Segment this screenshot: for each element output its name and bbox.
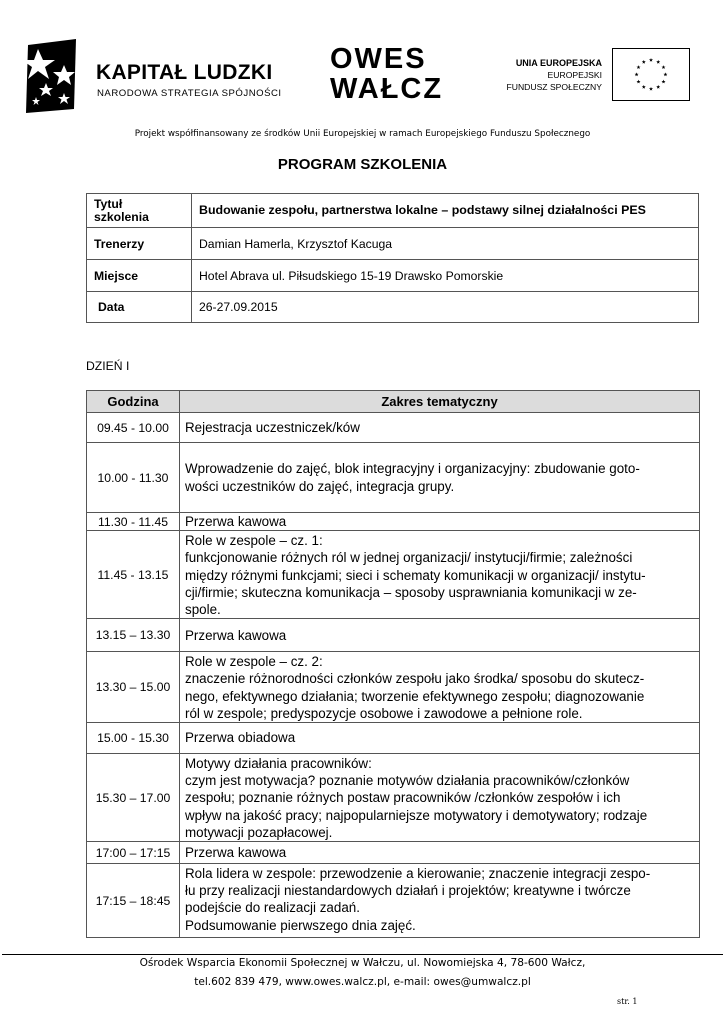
schedule-topic-line: Wprowadzenie do zajęć, blok integracyjny i organizacyjny: zbudowanie goto- — [185, 461, 640, 477]
eu-star-icon — [656, 85, 660, 89]
schedule-topic-line: ról w zespole; predyspozycje osobowe i zawodowe a pełnione role. — [185, 705, 583, 721]
eu-logo-line3: FUNDUSZ SPOŁECZNY — [506, 82, 602, 92]
training-info-table — [86, 193, 699, 323]
page-number: str. 1 — [617, 997, 638, 1006]
schedule-topic-line: czym jest motywacja? poznanie motywów działania pracowników/członków — [185, 773, 630, 789]
schedule-row — [87, 513, 700, 531]
schedule-topic-line: podejście do realizacji zadań. — [185, 900, 360, 916]
footer-divider — [2, 954, 723, 955]
page-title: PROGRAM SZKOLENIA — [277, 156, 448, 173]
info-row-place — [87, 260, 699, 292]
schedule-topic-line: spole. — [185, 602, 221, 618]
info-row-date — [87, 292, 699, 323]
schedule-topic-line: łu przy realizacji niestandardowych działań i projektów; kreatywne i twórcze — [185, 883, 631, 899]
schedule-time: 13.30 – 15.00 — [87, 652, 180, 723]
schedule-topic — [180, 652, 700, 723]
eu-star-icon — [642, 85, 646, 89]
schedule-time: 15.00 - 15.30 — [87, 723, 180, 754]
schedule-topic-line: Motywy działania pracowników: — [185, 756, 372, 772]
schedule-time: 10.00 - 11.30 — [87, 443, 180, 513]
eu-star-icon — [636, 80, 640, 84]
schedule-row — [87, 413, 700, 443]
schedule-topic — [180, 443, 700, 513]
info-label-place: Miejsce — [87, 260, 192, 292]
info-label-title-line1: Tytuł — [94, 196, 123, 211]
eu-star-icon — [636, 65, 640, 69]
schedule-topic-line: Przerwa kawowa — [185, 627, 287, 643]
eu-logo-line2: EUROPEJSKI — [547, 70, 602, 80]
schedule-time: 17:15 – 18:45 — [87, 864, 180, 938]
info-label-date: Data — [87, 292, 192, 323]
schedule-topic-line: nego, efektywnego działania; tworzenie efektywnego zespołu; diagnozowanie — [185, 688, 645, 704]
owes-logo-line1: OWES — [330, 43, 427, 75]
schedule-topic-line: Role w zespole – cz. 1: — [185, 533, 323, 549]
schedule-topic-line: między różnymi funkcjami; sieci i schematy komunikacji w organizacji/ instytu- — [185, 567, 646, 583]
eu-star-icon — [649, 58, 653, 62]
schedule-row — [87, 443, 700, 513]
schedule-topic — [180, 619, 700, 652]
eu-star-icon — [663, 72, 667, 76]
eu-star-icon — [656, 60, 660, 64]
kapital-ludzki-subtitle: NARODOWA STRATEGIA SPÓJNOŚCI — [97, 88, 282, 99]
schedule-time: 09.45 - 10.00 — [87, 413, 180, 443]
info-value-date: 26-27.09.2015 — [192, 292, 699, 323]
schedule-row — [87, 864, 700, 938]
schedule-topic-line: Role w zespole – cz. 2: — [185, 654, 323, 670]
owes-logo-line2: WAŁCZ — [330, 73, 444, 105]
schedule-row — [87, 842, 700, 864]
schedule-topic — [180, 531, 700, 619]
info-label-trainers: Trenerzy — [87, 228, 192, 260]
schedule-row — [87, 754, 700, 842]
info-row-title — [87, 194, 699, 228]
schedule-topic — [180, 413, 700, 443]
eu-star-icon — [661, 65, 665, 69]
schedule-header-time: Godzina — [87, 391, 180, 413]
schedule-topic — [180, 864, 700, 938]
schedule-header-topic: Zakres tematyczny — [180, 391, 700, 413]
schedule-topic — [180, 842, 700, 864]
eu-star-icon — [649, 87, 653, 91]
info-label-title-line2: szkolenia — [94, 209, 149, 224]
info-row-trainers — [87, 228, 699, 260]
info-value-place: Hotel Abrava ul. Piłsudskiego 15-19 Drawsko Pomorskie — [192, 260, 699, 292]
info-value-title: Budowanie zespołu, partnerstwa lokalne – podstawy silnej działalności PES — [192, 194, 699, 228]
schedule-topic-line: Rejestracja uczestniczek/ków — [185, 419, 360, 435]
schedule-topic — [180, 754, 700, 842]
footer-address: Ośrodek Wsparcia Ekonomii Społecznej w Wałczu, ul. Nowomiejska 4, 78-600 Wałcz, — [139, 957, 586, 969]
schedule-topic-line: cji/firmie; skuteczna komunikacja – sposoby usprawniania komunikacji w ze- — [185, 584, 637, 600]
info-value-trainers: Damian Hamerla, Krzysztof Kacuga — [192, 228, 699, 260]
kapital-ludzki-title: KAPITAŁ LUDZKI — [96, 61, 273, 84]
schedule-topic-line: Podsumowanie pierwszego dnia zajęć. — [185, 917, 416, 933]
eu-flag-icon — [612, 48, 690, 101]
schedule-topic-line: Przerwa obiadowa — [185, 730, 296, 746]
schedule-time: 11.30 - 11.45 — [87, 513, 180, 531]
schedule-row — [87, 531, 700, 619]
schedule-row — [87, 652, 700, 723]
schedule-topic-line: Przerwa kawowa — [185, 514, 287, 529]
schedule-time: 13.15 – 13.30 — [87, 619, 180, 652]
schedule-time: 15.30 – 17.00 — [87, 754, 180, 842]
footer-contact: tel.602 839 479, www.owes.walcz.pl, e-mail: owes@umwalcz.pl — [194, 976, 531, 988]
info-label-title — [87, 194, 192, 228]
schedule-topic-line: Przerwa kawowa — [185, 844, 287, 860]
eu-star-icon — [642, 60, 646, 64]
schedule-topic-line: wości uczestników do zajęć, integracja grupy. — [185, 478, 455, 494]
schedule-topic-line: znaczenie różnorodności członków zespołu jako środka/ sposobu do skutecz- — [185, 671, 645, 687]
kapital-ludzki-star-icon — [24, 39, 80, 113]
schedule-topic-line: wpływ na jakość pracy; najpopularniejsze motywatory i demotywatory; rodzaje — [185, 807, 648, 823]
schedule-topic — [180, 513, 700, 531]
schedule-topic-line: funkcjonowanie różnych ról w jednej organizacji/ instytucji/firmie; zależności — [185, 550, 633, 566]
day-heading: DZIEŃ I — [86, 359, 130, 373]
eu-logo-line1: UNIA EUROPEJSKA — [515, 58, 602, 68]
eu-logo-text — [492, 57, 602, 93]
schedule-topic-line: Rola lidera w zespole: przewodzenie a kierowanie; znaczenie integracji zespo- — [185, 866, 651, 882]
owes-logo — [330, 44, 445, 104]
schedule-topic-line: motywacji pozapłacowej. — [185, 824, 333, 840]
schedule-row — [87, 619, 700, 652]
schedule-time: 17:00 – 17:15 — [87, 842, 180, 864]
cofinancing-note: Projekt współfinansowany ze środków Unii Europejskiej w ramach Europejskiego Funduszu Społecznego — [134, 129, 591, 139]
schedule-header-row — [87, 391, 700, 413]
kapital-ludzki-logo — [24, 33, 284, 123]
schedule-topic-line: zespołu; poznanie różnych postaw pracowników /członków zespołów i ich — [185, 790, 621, 806]
eu-star-icon — [661, 80, 665, 84]
schedule-row — [87, 723, 700, 754]
eu-star-icon — [635, 72, 639, 76]
schedule-topic — [180, 723, 700, 754]
schedule-time: 11.45 - 13.15 — [87, 531, 180, 619]
schedule-table — [86, 390, 700, 938]
